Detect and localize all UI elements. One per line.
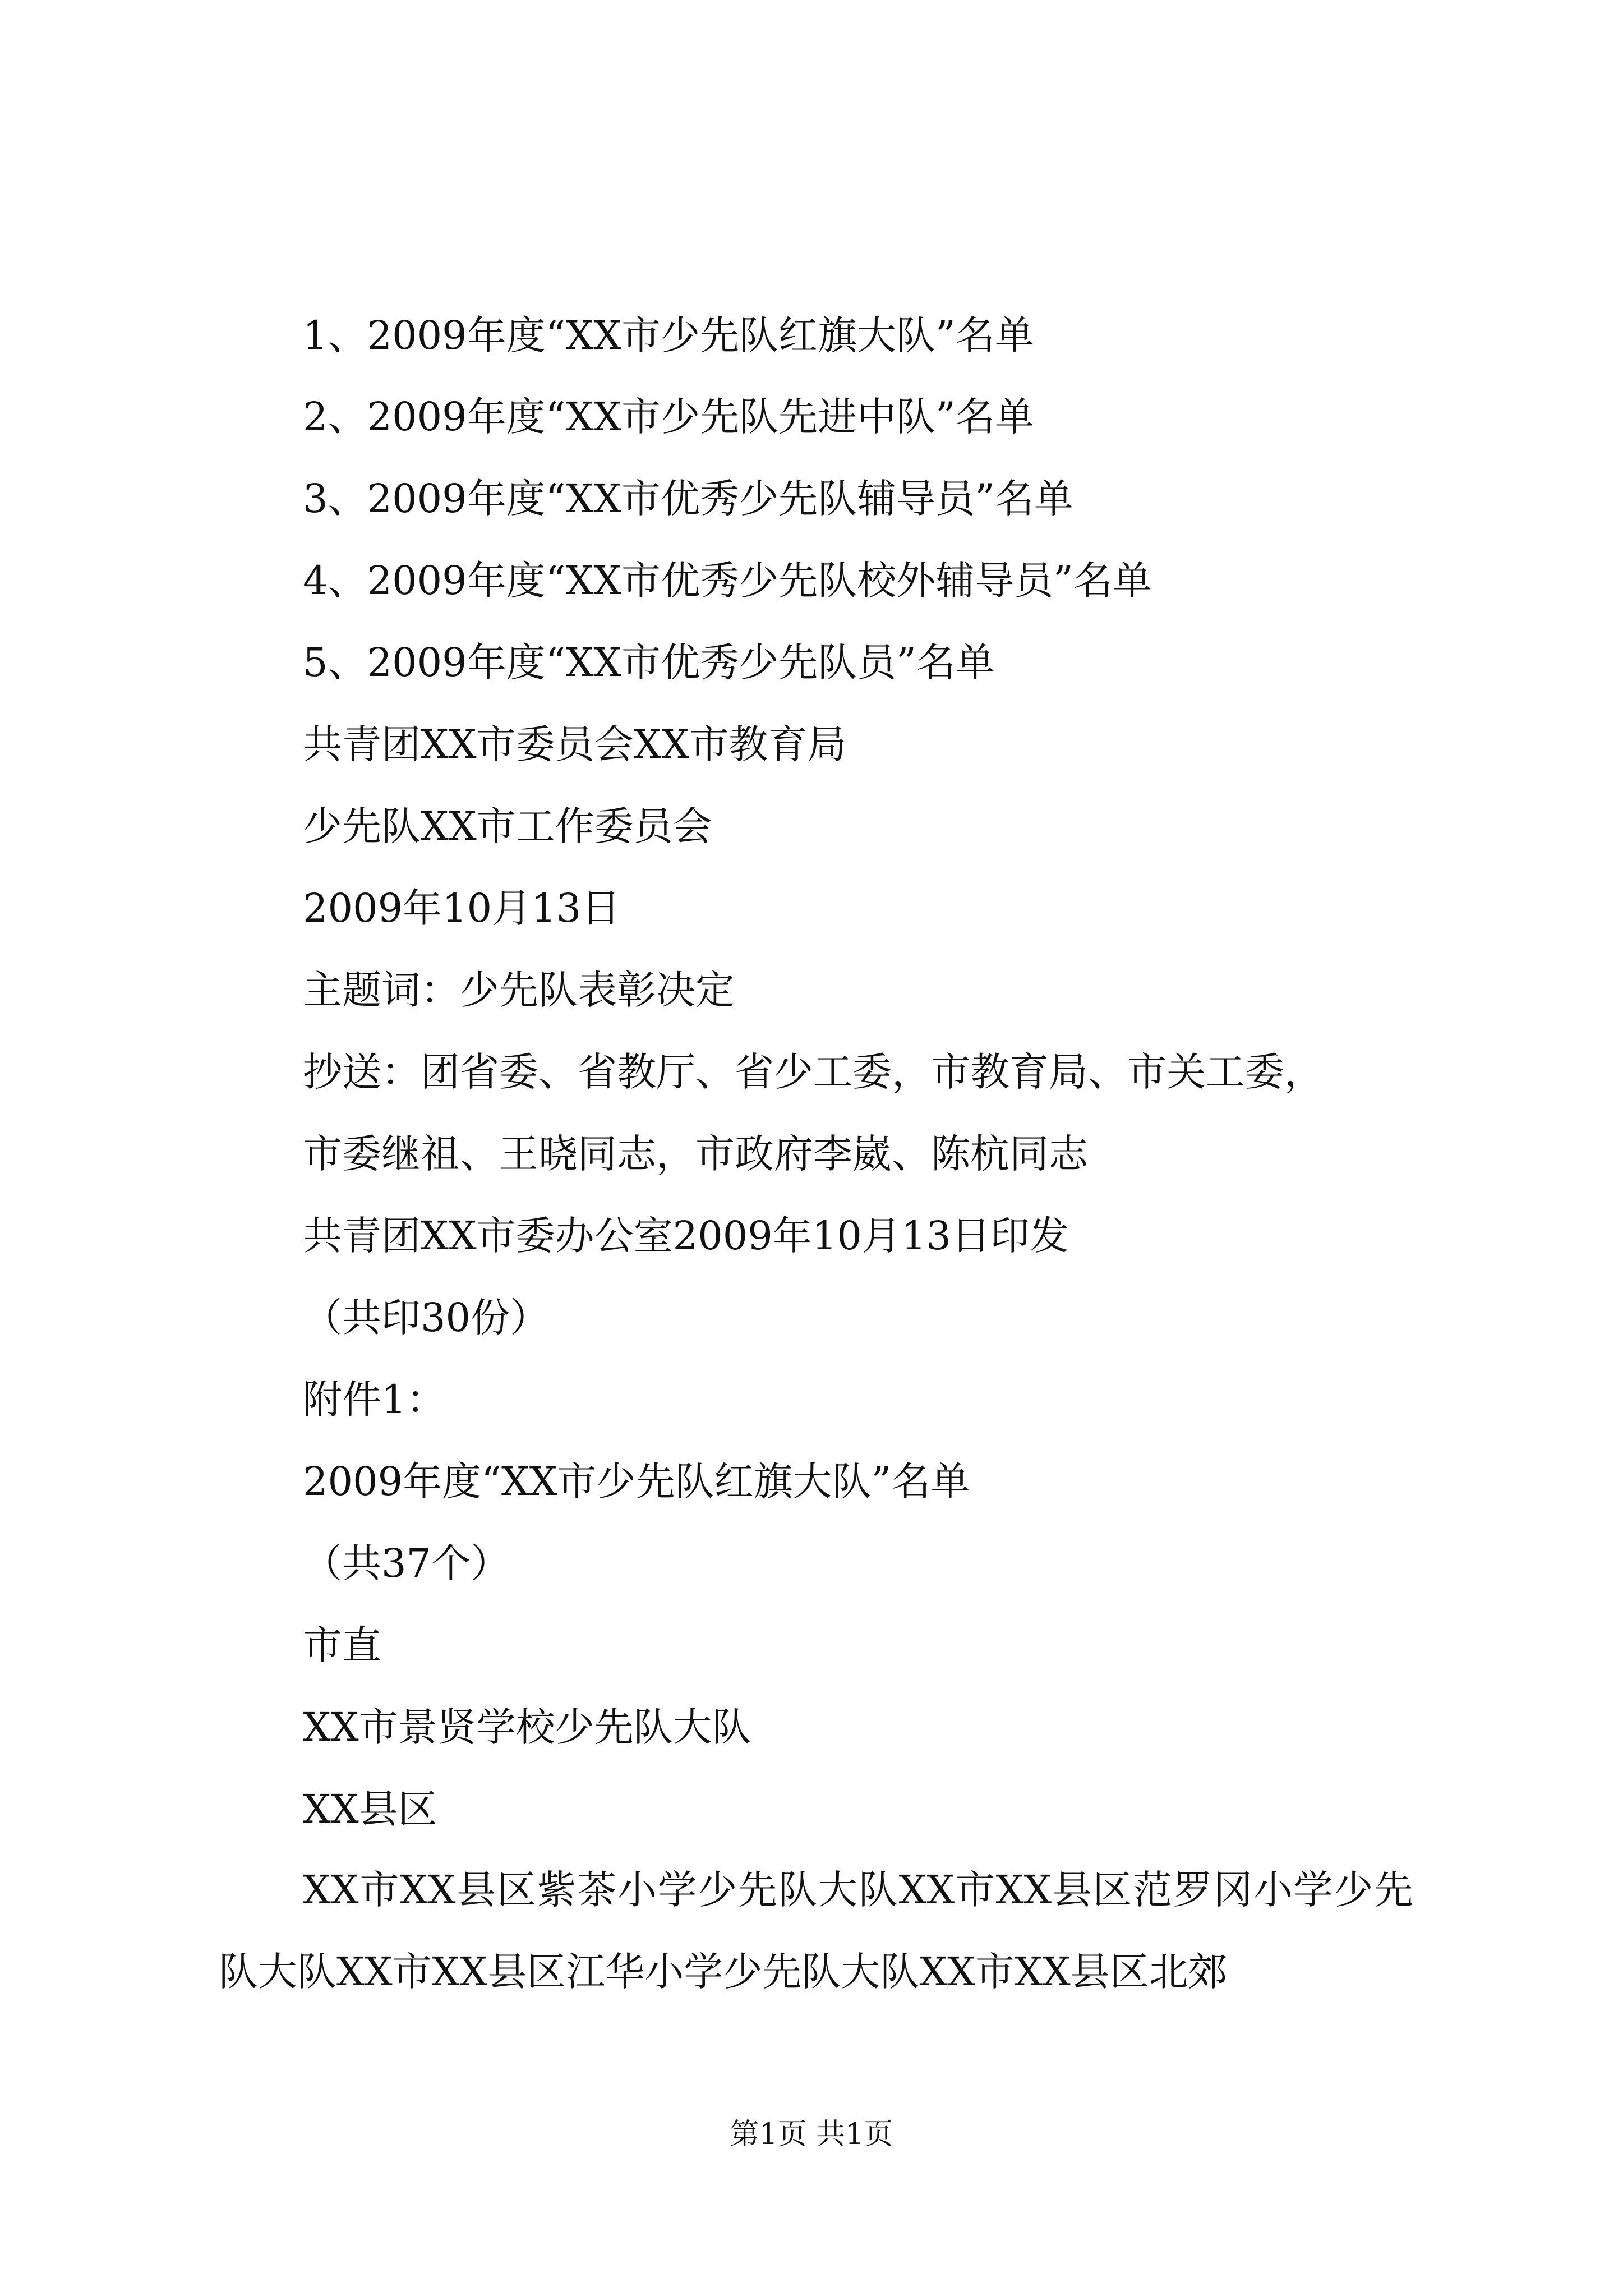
page-footer: 第1页 共1页	[730, 2118, 893, 2151]
doc-line-2: 2、2009年度“XX市少先队先进中队”名单	[303, 394, 1034, 440]
doc-paragraph: XX市XX县区紫茶小学少先队大队XX市XX县区范罗冈小学少先队大队XX市XX县区江华小学少先队大队XX市XX县区北郊	[219, 1867, 1413, 1995]
doc-line-17: 市直	[303, 1622, 381, 1668]
doc-line-9: 主题词：少先队表彰决定	[303, 967, 735, 1013]
doc-line-10: 抄送：团省委、省教厅、省少工委，市教育局、市关工委，	[303, 1049, 1324, 1095]
doc-line-13: （共印30份）	[303, 1295, 550, 1341]
doc-line-19: XX县区	[303, 1786, 437, 1832]
doc-line-8: 2009年10月13日	[303, 885, 621, 931]
doc-line-16: （共37个）	[303, 1540, 510, 1586]
doc-line-4: 4、2009年度“XX市优秀少先队校外辅导员”名单	[303, 558, 1152, 604]
doc-line-11: 市委继祖、王晓同志，市政府李崴、陈杭同志	[303, 1131, 1088, 1177]
doc-line-18: XX市景贤学校少先队大队	[303, 1704, 751, 1750]
doc-line-12: 共青团XX市委办公室2009年10月13日印发	[303, 1213, 1069, 1259]
doc-line-15: 2009年度“XX市少先队红旗大队”名单	[303, 1458, 970, 1504]
doc-line-6: 共青团XX市委员会XX市教育局	[303, 721, 847, 767]
doc-line-3: 3、2009年度“XX市优秀少先队辅导员”名单	[303, 476, 1073, 522]
doc-line-1: 1、2009年度“XX市少先队红旗大队”名单	[303, 312, 1034, 358]
doc-line-7: 少先队XX市工作委员会	[303, 803, 712, 849]
doc-line-14: 附件1：	[303, 1377, 446, 1423]
doc-line-5: 5、2009年度“XX市优秀少先队员”名单	[303, 639, 995, 685]
